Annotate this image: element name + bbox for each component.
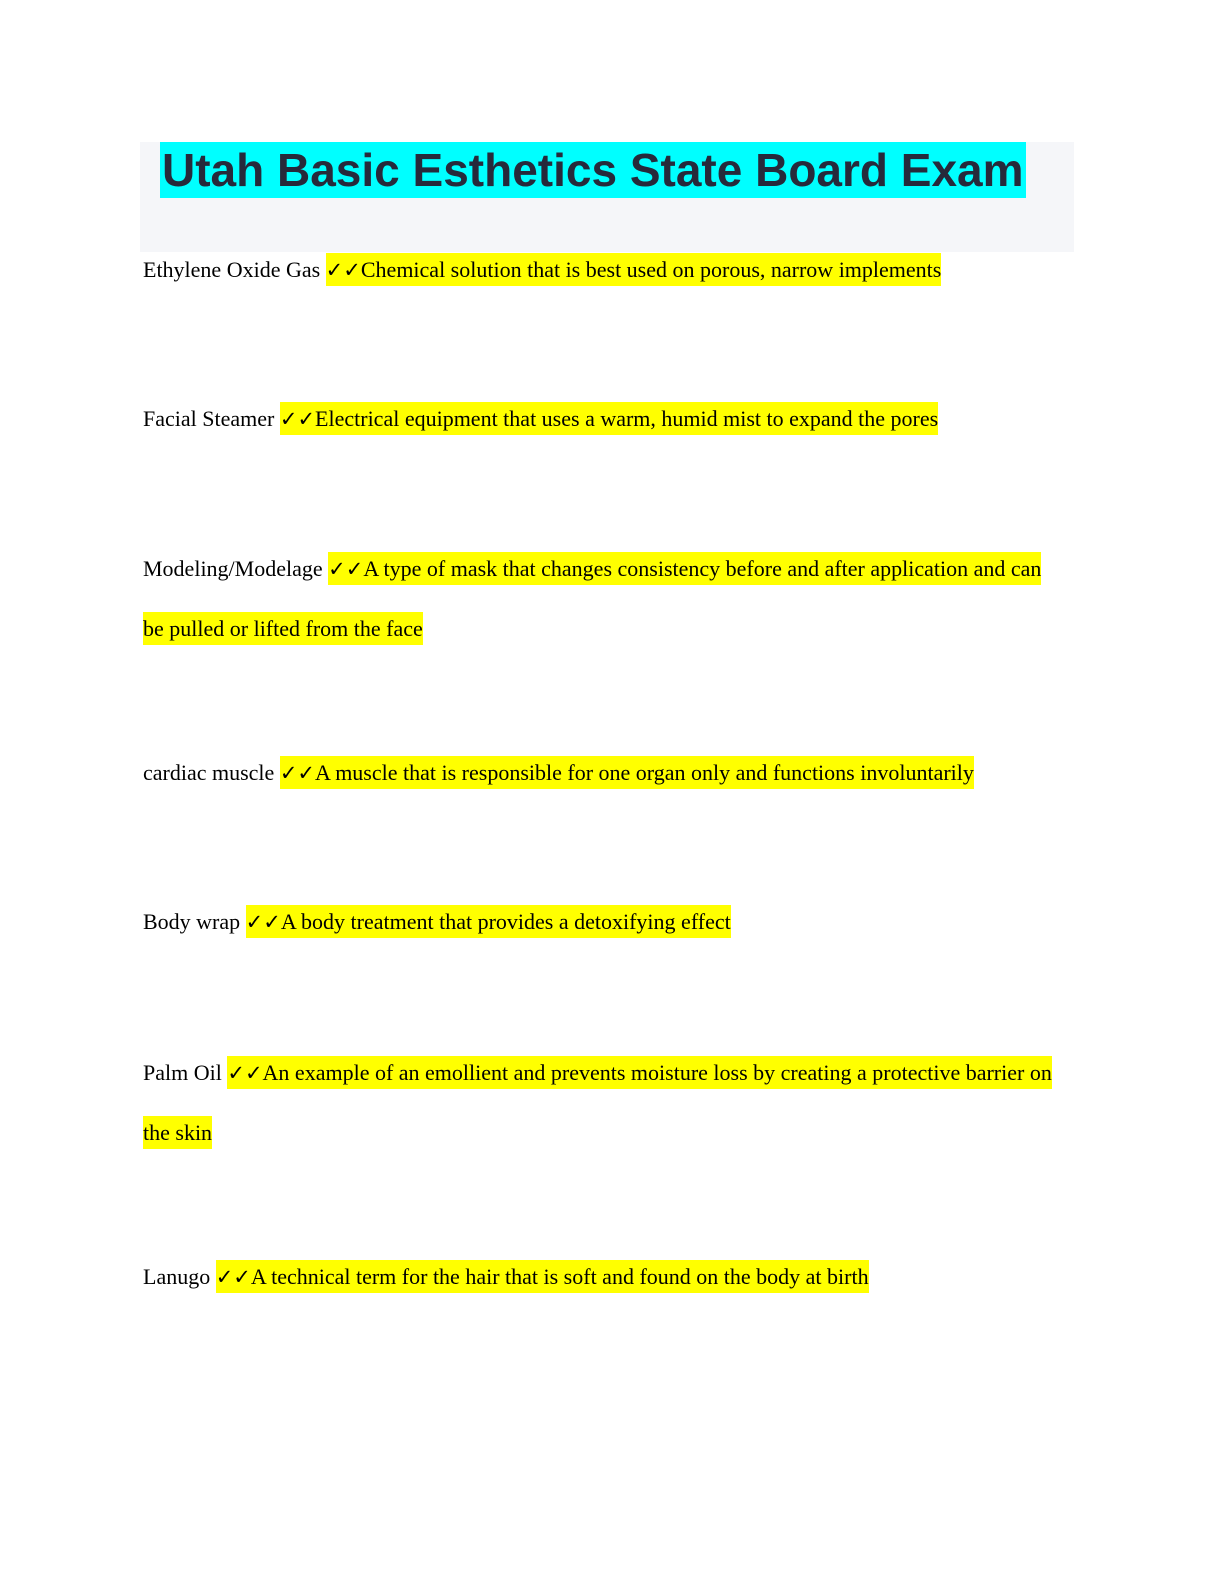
- entry-answer: [143, 1056, 1052, 1149]
- entry-term: Ethylene Oxide Gas: [143, 257, 321, 282]
- entry-answer: [216, 1260, 869, 1293]
- qa-entry: [143, 539, 1053, 658]
- qa-entry: [143, 240, 1053, 300]
- entry-definition: Chemical solution that is best used on porous, narrow implements: [360, 257, 942, 282]
- double-check-icon: ✓✓: [328, 557, 364, 581]
- entry-definition: A type of mask that changes consistency before and after application and can be pulled or lifted from the face: [143, 556, 1042, 641]
- double-check-icon: ✓✓: [325, 258, 361, 282]
- double-check-icon: ✓✓: [279, 407, 316, 431]
- entry-answer: [326, 253, 942, 286]
- page-title: Utah Basic Esthetics State Board Exam: [162, 144, 1024, 196]
- qa-entry: [143, 1043, 1053, 1162]
- double-check-icon: ✓✓: [279, 761, 316, 785]
- entry-term: Modeling/Modelage: [143, 556, 323, 581]
- entry-term: cardiac muscle: [143, 760, 275, 785]
- entry-answer: [280, 402, 938, 435]
- entry-definition: An example of an emollient and prevents moisture loss by creating a protective barrier on the skin: [143, 1060, 1052, 1145]
- entry-definition: A technical term for the hair that is soft and found on the body at birth: [250, 1264, 869, 1289]
- entry-definition: A muscle that is responsible for one organ only and functions involuntarily: [315, 760, 974, 785]
- entry-term: Lanugo: [143, 1264, 211, 1289]
- entry-answer: [280, 756, 974, 789]
- entry-answer: [246, 905, 731, 938]
- qa-entry: [143, 892, 1053, 952]
- double-check-icon: ✓✓: [245, 910, 281, 934]
- double-check-icon: ✓✓: [215, 1265, 251, 1289]
- entry-term: Body wrap: [143, 909, 241, 934]
- double-check-icon: ✓✓: [227, 1061, 263, 1085]
- entry-definition: Electrical equipment that uses a warm, humid mist to expand the pores: [315, 406, 939, 431]
- qa-entry: [143, 389, 1053, 449]
- entry-definition: A body treatment that provides a detoxifying effect: [280, 909, 731, 934]
- qa-entry: [143, 743, 1053, 803]
- entry-term: Palm Oil: [143, 1060, 222, 1085]
- entry-term: Facial Steamer: [143, 406, 275, 431]
- qa-entry: [143, 1247, 1053, 1307]
